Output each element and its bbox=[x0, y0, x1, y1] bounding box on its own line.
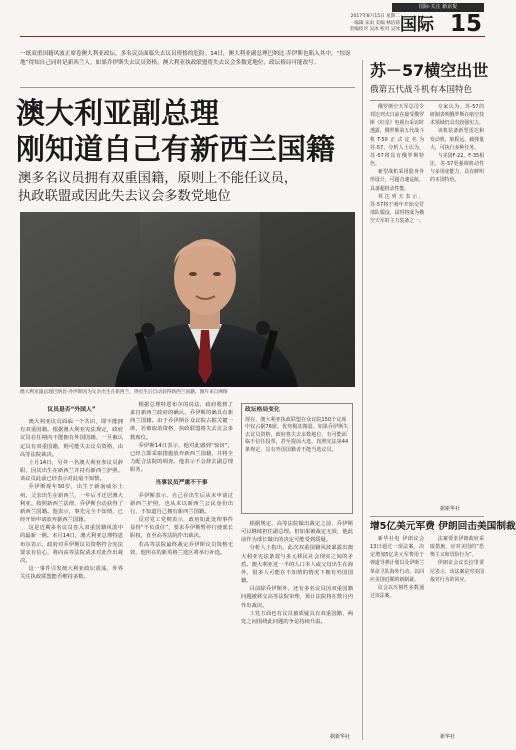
article-byline: 据新华社 bbox=[330, 734, 351, 740]
sidebar-box-text: 现在，澳大利亚执政联盟在众议院150个议席中仅占据76席，优势极其微弱。如果乔伊斯失去议员资格，政府将失去多数地位，有可能面临不信任投票，甚至提前大选。按照宪法第44条规定，具有外国国籍者不能当选议员。 bbox=[245, 416, 349, 453]
article-column-2 bbox=[130, 401, 233, 739]
paragraph: 乔伊斯现年50岁，出生于新南威尔士州。父亲出生在新西兰，一年后才迁居澳大利亚。按照新西兰法律，乔伊斯自动获得了新西兰国籍。他表示，事先完全不知情，已经开始申请放弃新西兰国籍。 bbox=[20, 484, 123, 524]
column-subhead: 当事议员严重不干事 bbox=[155, 480, 208, 487]
issue-date: 2017年8月15日 星期二 bbox=[350, 14, 400, 19]
section-title: 国际 bbox=[400, 15, 434, 35]
side-story-subtitle: 俄第五代战斗机有本国特色 bbox=[370, 85, 473, 95]
paragraph: 专家认为，苏-57的研制表明俄罗斯在航空技术领域仍具有较强实力。 bbox=[430, 104, 484, 127]
photo-illustration bbox=[20, 212, 355, 387]
article-column-1 bbox=[20, 401, 123, 739]
side-story-column-2 bbox=[430, 103, 484, 511]
subheadline-line-1: 澳多名议员拥有双重国籍，原则上不能任议员， bbox=[18, 171, 298, 186]
paragraph: 议会以压倒性多数通过该法案。 bbox=[370, 584, 424, 600]
paragraph: 上月14日，另外一名澳大利亚参议员辞职，因其出生在新西兰并持有新西兰护照。该议员此前已经表示对此毫不知情。 bbox=[20, 459, 123, 483]
side-story-title: 苏－57横空出世 bbox=[370, 61, 489, 80]
lead-paragraph: 一纸双重国籍风波正席卷澳大利亚政坛，多名议员面临失去议员资格的危险。14日，澳大利亚副总理巴纳比·乔伊斯也陷入其中，“惊讶地”得知自己同时是新西兰人。如果乔伊斯失去议员资格，澳大利亚执政联盟将失去议会多数党地位，政坛格局可能改写。 bbox=[20, 51, 351, 66]
section-tag: 国际·关注 新京报 bbox=[392, 3, 484, 12]
headline-line-1: 澳大利亚副总理 bbox=[16, 96, 220, 130]
paragraph: 目前除乔伊斯外，还有多名议员因双重国籍问题被移交高等法院审理，预计法院将在数月内作出裁决。 bbox=[241, 586, 353, 609]
subheadline-line-2: 执政联盟或因此失去议会多数党地位 bbox=[18, 189, 231, 204]
photo-caption: 澳大利亚副总理巴纳比·乔伊斯因为父亲出生在新西兰，得出生后自动获得新西兰国籍。图片来自网络 bbox=[20, 390, 228, 395]
side-story-rule-2 bbox=[370, 516, 484, 517]
article-column-3 bbox=[241, 520, 353, 740]
paragraph: 与美国F-22、F-35相比，苏-57更强调机动性与多用途能力，具有鲜明的本国特色。 bbox=[430, 152, 484, 184]
page-number: 15 bbox=[450, 11, 483, 37]
bottom-story-byline: 新华社 bbox=[440, 734, 456, 740]
header-rule bbox=[20, 36, 485, 37]
paragraph: 邦达列夫表示，苏-57将于明年开始交付部队服役，届时将成为俄空天军的主力装备之一。 bbox=[370, 193, 424, 225]
bottom-story-column-1 bbox=[370, 535, 424, 740]
side-story-column-1 bbox=[370, 103, 424, 511]
paragraph: 伊朗议会议长拉里贾尼表示，该法案是对美国敌对行为的回应。 bbox=[430, 560, 484, 583]
paragraph: 新华社电 伊朗议会13日通过一项法案，决定增加5亿美元军费用于弹道导弹计划以及伊斯兰革命卫队海外行动，以回应美国近期的新制裁。 bbox=[370, 536, 424, 583]
sidebar-box-title: 政坛格局变化 bbox=[245, 407, 280, 413]
news-photo bbox=[20, 212, 355, 387]
paragraph: 新型战机采用隐身外形设计，可超音速巡航，具备超机动性能。 bbox=[370, 169, 424, 192]
issue-meta bbox=[230, 14, 400, 34]
headline-line-2: 刚知道自己有新西兰国籍 bbox=[16, 132, 336, 166]
paragraph: 工党方面也有议员被质疑具有双重国籍，两党之间围绕此问题的争论持续升温。 bbox=[241, 610, 353, 625]
paragraph: 俄罗斯空天军总司令邦达列夫日前在接受俄罗斯《红星》电视台采访时透露，俄罗斯第五代战斗机T-50正式定名为苏-57，分析人士认为，苏-57将具有俄罗斯特色。 bbox=[370, 104, 424, 168]
paragraph: 分析人士指出，此次双重国籍风波暴露出澳大利亚宪法条款与多元移民社会现实之间的矛盾。澳大利亚近一半的人口本人或父母出生在海外，很多人可能在不知情的情况下拥有外国国籍。 bbox=[241, 545, 353, 585]
paragraph: 该机装备新型雷达和发动机，航程远，载弹量大，可执行多种任务。 bbox=[430, 128, 484, 151]
bottom-story-column-2 bbox=[430, 535, 484, 740]
paragraph: 若高等法院最终裁定乔伊斯议员资格无效，他所在的新英格兰选区将举行补选。 bbox=[130, 541, 233, 556]
editors-line: 编辑 宋雨 美编 林洁韩 bbox=[354, 20, 400, 26]
side-story-byline: 据新华社 bbox=[440, 506, 461, 512]
lead-divider bbox=[20, 87, 355, 88]
paragraph: 乔伊斯表示，自己在出生后从未申请过新西兰护照，也从未以新西兰公民身份出行，不知道自己拥有新西兰国籍。 bbox=[130, 492, 233, 515]
column-subhead: 议员是否“外国人” bbox=[47, 407, 96, 413]
bottom-story-title: 增5亿美元军费 伊朗回击美国制裁 bbox=[370, 521, 516, 532]
paragraph: 这是近期多名议员卷入双重国籍风波中的最新一例。本月14日，澳大利亚总理特恩布尔表示，政府对乔伊斯议员资格符合宪法要求有信心，将向高等法院请求对此作出裁决。 bbox=[20, 525, 123, 564]
proof-line: 责编校对 吴冰 校对 吴冰 bbox=[349, 27, 400, 32]
column-divider bbox=[362, 60, 363, 740]
paragraph: 这一事件引发澳大利亚政坛震荡，外界关注执政联盟能否维持多数。 bbox=[20, 565, 123, 581]
paragraph: 根据总理特恩布尔的说法，政府收到了来自新西兰政府的确认，乔伊斯的确具有新西兰国籍。由于乔伊斯在众议院占据关键一席，若被取消资格，执政联盟将失去议会多数席位。 bbox=[130, 402, 233, 441]
paragraph: 根据规定，高等法院做出裁定之前，乔伊斯可以继续担任副总理。但如果被裁定无效，他此前作为部长做出的决定可能受到质疑。 bbox=[241, 521, 353, 544]
paragraph: 法案要求伊朗政府采取措施，应对美国的“恐怖主义和冒险行为”。 bbox=[430, 536, 484, 559]
paragraph: 反对党工党则表示，政府如此处理事件显得“不负责任”，要求乔伊斯暂停行使部长职权，直至高等法院作出裁决。 bbox=[130, 517, 233, 540]
side-story-rule bbox=[370, 100, 484, 101]
sidebar-box bbox=[241, 403, 353, 514]
paragraph: 澳大利亚议员面临一个共识，即不能拥有双重国籍。根据澳大利亚宪法规定，政府议员在任期内不能拥有外国国籍，一旦被认定具有双重国籍，则可能失去议员资格，由高等法院裁决。 bbox=[20, 419, 123, 458]
paragraph: 乔伊斯14日表示，他对此感到“惊讶”，已经立即采取措施放弃新西兰国籍，并将全力配合法院的调查。他表示不会辞去副总理职务。 bbox=[130, 442, 233, 474]
